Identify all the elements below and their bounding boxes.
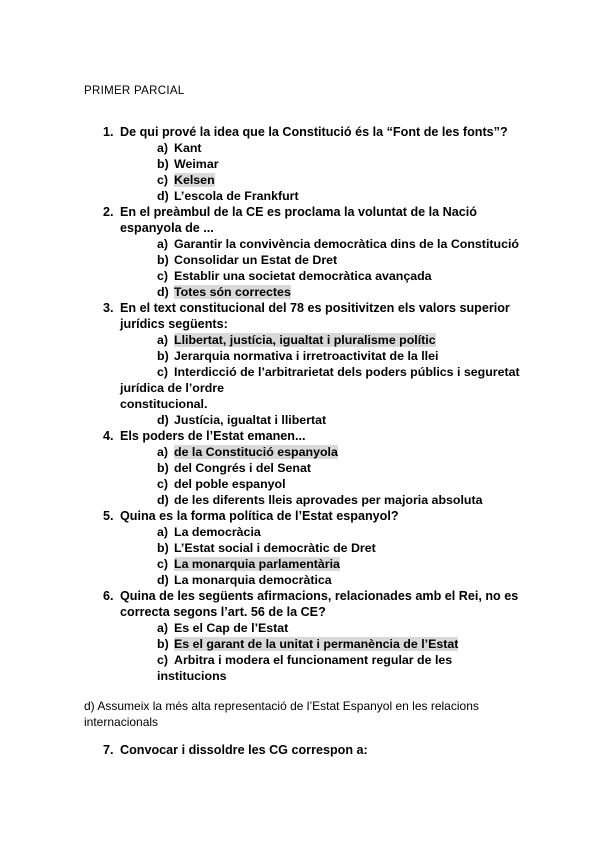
option-d-highlighted[interactable]: d) Totes són correctes <box>157 285 291 299</box>
question-text: Convocar i dissoldre les CG correspon a: <box>120 743 368 757</box>
option-d[interactable]: d) de les diferents lleis aprovades per majoria absoluta <box>157 493 483 507</box>
options-list <box>157 444 520 508</box>
option-b[interactable]: b) Jerarquia normativa i irretroactivitat de la llei <box>157 349 439 363</box>
options-list <box>157 524 520 588</box>
option-b[interactable]: b) Weimar <box>157 157 219 171</box>
question-text: Quina es la forma política de l’Estat espanyol? <box>120 509 399 523</box>
question-number: 2. <box>103 205 114 219</box>
option-a[interactable]: a) La democràcia <box>157 525 261 539</box>
question-4 <box>103 428 520 508</box>
question-7 <box>103 743 368 757</box>
options-list <box>157 236 520 300</box>
question-number: 7. <box>103 743 114 757</box>
option-c[interactable]: c) Arbitra i modera el funcionament regular de les institucions <box>157 653 453 683</box>
option-d[interactable]: d) Justícia, igualtat i llibertat <box>157 413 327 427</box>
question-6 <box>103 588 520 684</box>
question-1 <box>103 124 520 204</box>
loose-option-d: d) Assumeix la més alta representació de l’Estat Espanyol en les relacions internacionals <box>84 699 479 729</box>
option-a-highlighted[interactable]: a) de la Constitució espanyola <box>157 445 338 459</box>
question-number: 1. <box>103 125 114 139</box>
page-title: PRIMER PARCIAL <box>84 85 185 97</box>
questions-list <box>0 124 600 684</box>
option-c[interactable]: c) del poble espanyol <box>157 477 286 491</box>
option-c-highlighted[interactable]: c) Kelsen <box>157 173 215 187</box>
option-a[interactable]: a) Garantir la convivència democràtica dins de la Constitució <box>157 237 519 251</box>
option-c-continuation: jurídica de l’ordre <box>120 381 224 395</box>
question-text: Els poders de l’Estat emanen... <box>120 429 306 443</box>
option-b[interactable]: b) Consolidar un Estat de Dret <box>157 253 338 267</box>
option-c[interactable]: c) Interdicció de l’arbitrarietat dels poders públics i seguretat <box>157 365 520 379</box>
options-list <box>157 140 520 204</box>
option-c[interactable]: c) Establir una societat democràtica avançada <box>157 269 432 283</box>
question-5 <box>103 508 520 588</box>
options-list <box>157 620 520 684</box>
option-b[interactable]: b) L’Estat social i democràtic de Dret <box>157 541 376 555</box>
question-number: 5. <box>103 509 114 523</box>
question-number: 4. <box>103 429 114 443</box>
question-text: En el text constitucional del 78 es positivitzen els valors superior jurídics següents: <box>120 301 510 331</box>
option-b[interactable]: b) del Congrés i del Senat <box>157 461 312 475</box>
option-a-highlighted[interactable]: a) Llibertat, justícia, igualtat i pluralisme polític <box>157 333 436 347</box>
question-number: 3. <box>103 301 114 315</box>
option-d[interactable]: d) La monarquia democràtica <box>157 573 332 587</box>
option-c-continuation: constitucional. <box>120 397 208 411</box>
option-a[interactable]: a) Es el Cap de l’Estat <box>157 621 289 635</box>
option-d[interactable]: d) L’escola de Frankfurt <box>157 189 299 203</box>
question-number: 6. <box>103 589 114 603</box>
question-3 <box>103 300 520 428</box>
option-c-highlighted[interactable]: c) La monarquia parlamentària <box>157 557 340 571</box>
options-list <box>120 332 520 428</box>
question-2 <box>103 204 520 300</box>
question-text: Quina de les següents afirmacions, relacionades amb el Rei, no es correcta segons l’art. 56 de la CE? <box>120 589 519 619</box>
option-a[interactable]: a) Kant <box>157 141 202 155</box>
question-text: En el preàmbul de la CE es proclama la voluntat de la Nació espanyola de ... <box>120 205 477 235</box>
option-b-highlighted[interactable]: b) Es el garant de la unitat i permanència de l’Estat <box>157 637 459 651</box>
question-text: De qui prové la idea que la Constitució és la “Font de les fonts”? <box>120 125 508 139</box>
